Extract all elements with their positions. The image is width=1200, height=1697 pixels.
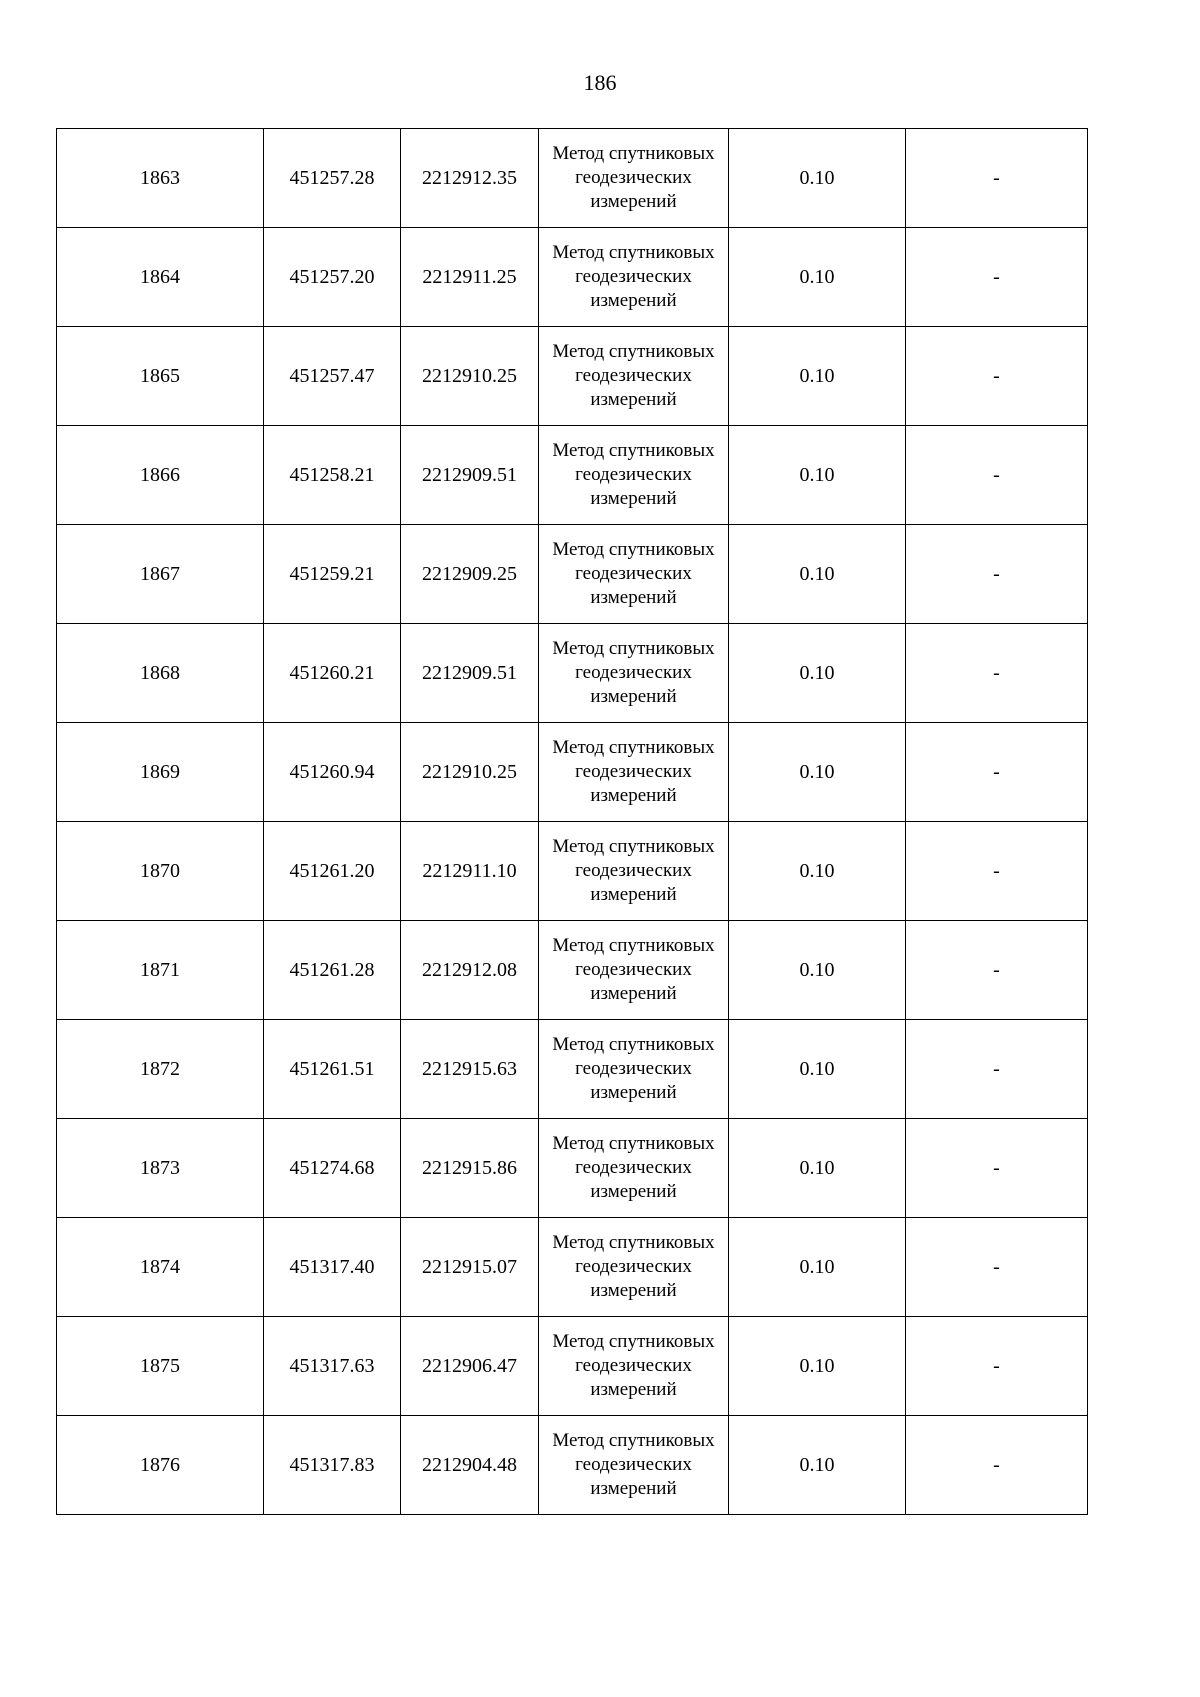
x-coordinate-cell: 451260.21 <box>264 624 401 723</box>
x-coordinate-cell: 451261.20 <box>264 822 401 921</box>
method-cell: Метод спутниковых геодезических измерений <box>539 1317 729 1416</box>
accuracy-cell: 0.10 <box>729 723 906 822</box>
x-coordinate-cell: 451258.21 <box>264 426 401 525</box>
coordinates-table <box>56 128 1088 1515</box>
x-coordinate-cell: 451257.28 <box>264 129 401 228</box>
note-cell: - <box>906 426 1088 525</box>
table-row <box>57 129 1088 228</box>
method-cell: Метод спутниковых геодезических измерений <box>539 525 729 624</box>
x-coordinate-cell: 451317.83 <box>264 1416 401 1515</box>
table-row <box>57 1218 1088 1317</box>
point-number-cell: 1866 <box>57 426 264 525</box>
method-cell: Метод спутниковых геодезических измерений <box>539 723 729 822</box>
method-cell: Метод спутниковых геодезических измерений <box>539 426 729 525</box>
accuracy-cell: 0.10 <box>729 129 906 228</box>
point-number-cell: 1875 <box>57 1317 264 1416</box>
table-row <box>57 921 1088 1020</box>
y-coordinate-cell: 2212909.51 <box>401 624 539 723</box>
accuracy-cell: 0.10 <box>729 525 906 624</box>
accuracy-cell: 0.10 <box>729 1020 906 1119</box>
x-coordinate-cell: 451259.21 <box>264 525 401 624</box>
note-cell: - <box>906 1218 1088 1317</box>
table-row <box>57 426 1088 525</box>
y-coordinate-cell: 2212911.25 <box>401 228 539 327</box>
note-cell: - <box>906 129 1088 228</box>
point-number-cell: 1870 <box>57 822 264 921</box>
x-coordinate-cell: 451317.63 <box>264 1317 401 1416</box>
x-coordinate-cell: 451261.51 <box>264 1020 401 1119</box>
note-cell: - <box>906 525 1088 624</box>
x-coordinate-cell: 451317.40 <box>264 1218 401 1317</box>
y-coordinate-cell: 2212906.47 <box>401 1317 539 1416</box>
y-coordinate-cell: 2212915.86 <box>401 1119 539 1218</box>
y-coordinate-cell: 2212912.08 <box>401 921 539 1020</box>
method-cell: Метод спутниковых геодезических измерений <box>539 1119 729 1218</box>
point-number-cell: 1874 <box>57 1218 264 1317</box>
point-number-cell: 1871 <box>57 921 264 1020</box>
coordinates-table-body <box>57 129 1088 1515</box>
method-cell: Метод спутниковых геодезических измерений <box>539 624 729 723</box>
point-number-cell: 1867 <box>57 525 264 624</box>
point-number-cell: 1868 <box>57 624 264 723</box>
note-cell: - <box>906 921 1088 1020</box>
method-cell: Метод спутниковых геодезических измерений <box>539 921 729 1020</box>
accuracy-cell: 0.10 <box>729 624 906 723</box>
note-cell: - <box>906 822 1088 921</box>
table-row <box>57 327 1088 426</box>
method-cell: Метод спутниковых геодезических измерений <box>539 129 729 228</box>
method-cell: Метод спутниковых геодезических измерений <box>539 1020 729 1119</box>
accuracy-cell: 0.10 <box>729 1416 906 1515</box>
note-cell: - <box>906 1119 1088 1218</box>
y-coordinate-cell: 2212912.35 <box>401 129 539 228</box>
table-row <box>57 624 1088 723</box>
method-cell: Метод спутниковых геодезических измерений <box>539 1218 729 1317</box>
x-coordinate-cell: 451257.20 <box>264 228 401 327</box>
accuracy-cell: 0.10 <box>729 822 906 921</box>
x-coordinate-cell: 451261.28 <box>264 921 401 1020</box>
point-number-cell: 1872 <box>57 1020 264 1119</box>
note-cell: - <box>906 1416 1088 1515</box>
note-cell: - <box>906 1020 1088 1119</box>
point-number-cell: 1876 <box>57 1416 264 1515</box>
y-coordinate-cell: 2212910.25 <box>401 327 539 426</box>
y-coordinate-cell: 2212909.25 <box>401 525 539 624</box>
x-coordinate-cell: 451260.94 <box>264 723 401 822</box>
point-number-cell: 1873 <box>57 1119 264 1218</box>
table-row <box>57 1317 1088 1416</box>
y-coordinate-cell: 2212910.25 <box>401 723 539 822</box>
accuracy-cell: 0.10 <box>729 426 906 525</box>
table-row <box>57 525 1088 624</box>
note-cell: - <box>906 1317 1088 1416</box>
page-number: 186 <box>583 70 617 95</box>
note-cell: - <box>906 624 1088 723</box>
table-row <box>57 1119 1088 1218</box>
y-coordinate-cell: 2212915.63 <box>401 1020 539 1119</box>
accuracy-cell: 0.10 <box>729 1218 906 1317</box>
method-cell: Метод спутниковых геодезических измерений <box>539 822 729 921</box>
table-row <box>57 228 1088 327</box>
method-cell: Метод спутниковых геодезических измерений <box>539 327 729 426</box>
accuracy-cell: 0.10 <box>729 1317 906 1416</box>
accuracy-cell: 0.10 <box>729 921 906 1020</box>
accuracy-cell: 0.10 <box>729 228 906 327</box>
table-row <box>57 723 1088 822</box>
accuracy-cell: 0.10 <box>729 327 906 426</box>
accuracy-cell: 0.10 <box>729 1119 906 1218</box>
y-coordinate-cell: 2212904.48 <box>401 1416 539 1515</box>
note-cell: - <box>906 327 1088 426</box>
point-number-cell: 1863 <box>57 129 264 228</box>
y-coordinate-cell: 2212909.51 <box>401 426 539 525</box>
point-number-cell: 1864 <box>57 228 264 327</box>
method-cell: Метод спутниковых геодезических измерений <box>539 1416 729 1515</box>
point-number-cell: 1869 <box>57 723 264 822</box>
point-number-cell: 1865 <box>57 327 264 426</box>
table-row <box>57 1416 1088 1515</box>
x-coordinate-cell: 451257.47 <box>264 327 401 426</box>
y-coordinate-cell: 2212911.10 <box>401 822 539 921</box>
table-row <box>57 1020 1088 1119</box>
note-cell: - <box>906 228 1088 327</box>
y-coordinate-cell: 2212915.07 <box>401 1218 539 1317</box>
note-cell: - <box>906 723 1088 822</box>
table-row <box>57 822 1088 921</box>
x-coordinate-cell: 451274.68 <box>264 1119 401 1218</box>
method-cell: Метод спутниковых геодезических измерений <box>539 228 729 327</box>
